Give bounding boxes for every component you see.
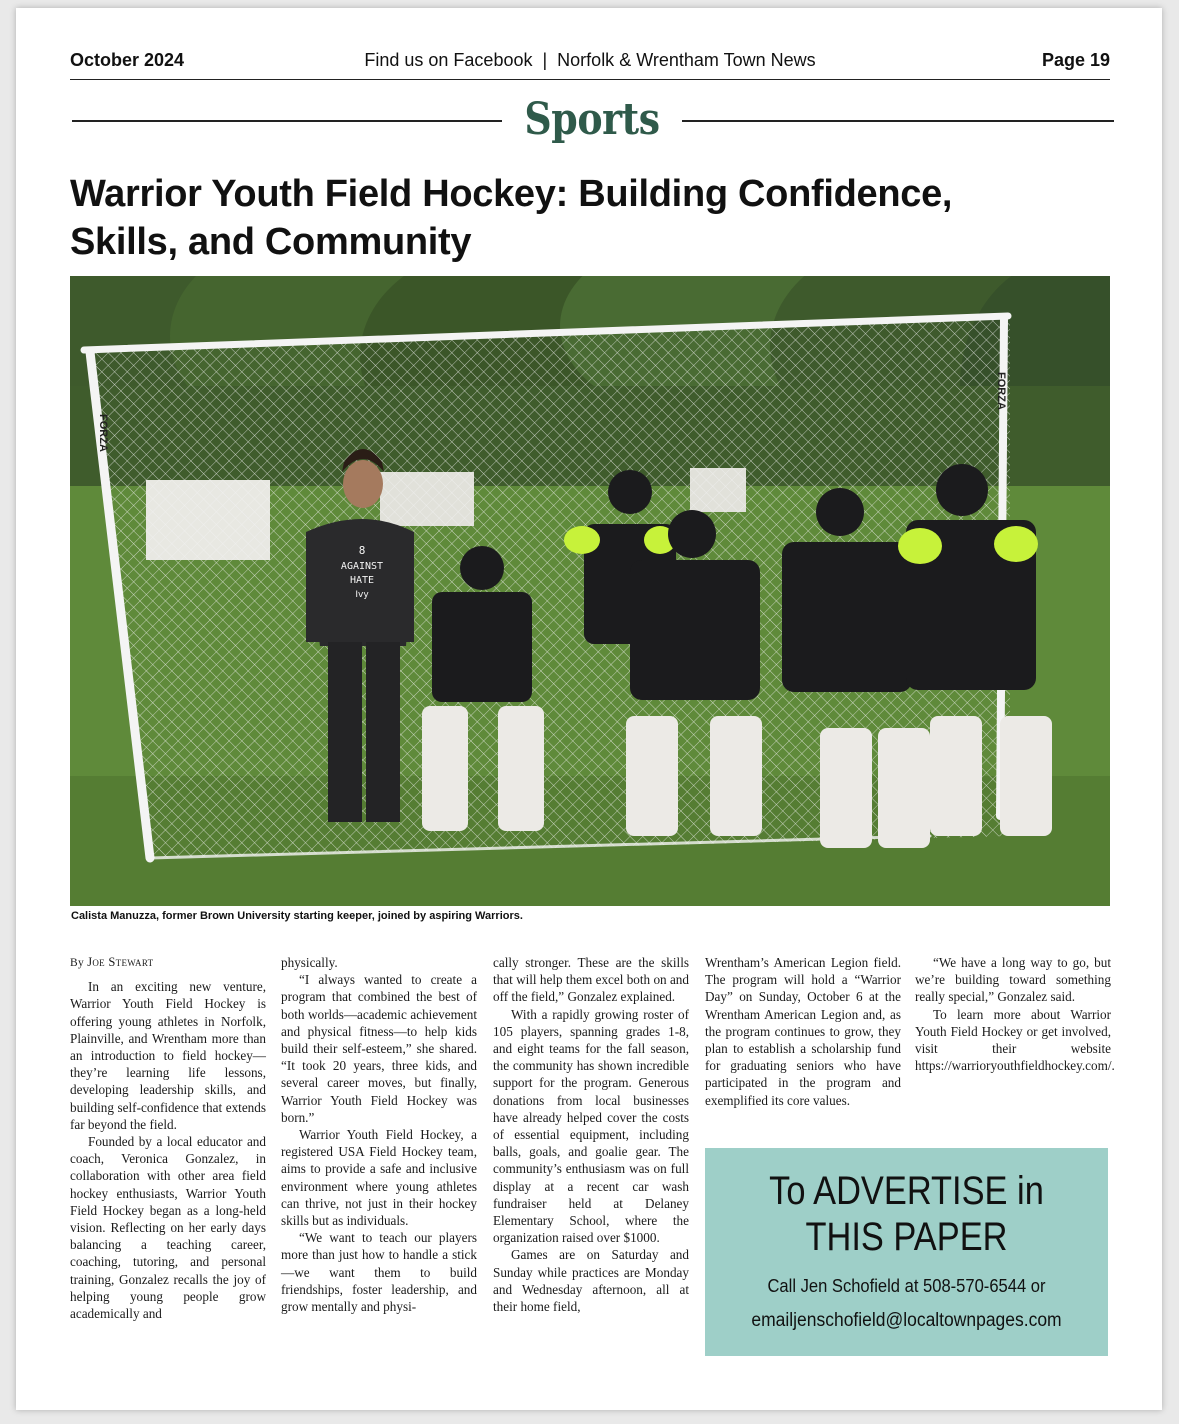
net-brand-right: FORZA bbox=[995, 372, 1007, 410]
article-headline bbox=[70, 170, 1070, 266]
issue-date: October 2024 bbox=[70, 50, 185, 70]
masthead bbox=[70, 42, 1110, 80]
shirt-line-2: AGAINST bbox=[340, 561, 384, 572]
article-photo bbox=[70, 276, 1110, 906]
ad-phone-line: Call Jen Schofield at 508-570-6544 bbox=[767, 1276, 1027, 1296]
paragraph: In an exciting new venture, Warrior Youth Field Hockey is offering young athletes in Norfolk, Plainville, and Wrentham more than an introduction to field hockey—they’re learning life lessons, developing leadership skills, and building self-confidence that extends far beyond the field. bbox=[70, 979, 266, 1132]
headline-line-2: Skills, and Community bbox=[70, 221, 472, 263]
paper-name: Norfolk & Wrentham Town News bbox=[557, 50, 816, 70]
ad-headline-line-1: To ADVERTISE in bbox=[769, 1169, 1044, 1213]
ad-or: or bbox=[1030, 1276, 1046, 1296]
newspaper-page bbox=[16, 8, 1162, 1410]
byline-author: Joe Stewart bbox=[87, 955, 154, 969]
paragraph: Wrentham’s American Legion field. The program will hold a “Warrior Day” on Sunday, October 6 at the Wrentham American Legion and, as the program continues to grow, they plan to establish a scholarship fund for graduating seniors who have participated in the program and exemplified its core values. bbox=[705, 955, 901, 1108]
paragraph: “We have a long way to go, but we’re building toward something really special,” Gonzalez said. bbox=[915, 955, 1111, 1005]
byline-prefix: By bbox=[70, 957, 85, 969]
article-column-1 bbox=[70, 954, 266, 1322]
shirt-line-4: Ivy bbox=[355, 590, 369, 600]
photo-caption: Calista Manuzza, former Brown University starting keeper, joined by aspiring Warriors. bbox=[71, 910, 523, 922]
ad-email[interactable]: emailjenschofield@localtownpages.com bbox=[751, 1310, 1062, 1331]
section-title: Sports bbox=[524, 94, 660, 145]
paragraph: Games are on Saturday and Sunday while practices are Monday and Wednesday afternoon, all at their home field, bbox=[493, 1247, 689, 1315]
section-header bbox=[70, 94, 1114, 156]
advertise-box bbox=[705, 1148, 1108, 1356]
paragraph: “We want to teach our players more than just how to handle a stick—we want them to build friendships, foster leadership, and grow mentally and physi- bbox=[281, 1230, 477, 1315]
page-number: Page 19 bbox=[1041, 50, 1110, 70]
paragraph: Founded by a local educator and coach, Veronica Gonzalez, in collaboration with other area field hockey enthusiasts, Warrior Youth Field Hockey began as a long-held vision. Reflecting on her early days balancing a teaching career, coaching, tutoring, and personal training, Gonzalez recalls the joy of helping young people grow academically and bbox=[70, 1134, 266, 1322]
article-column-2 bbox=[281, 954, 477, 1315]
net-brand-left: FORZA bbox=[97, 414, 109, 452]
team-photo-illustration bbox=[70, 276, 1110, 906]
article-column-3 bbox=[493, 954, 689, 1315]
masthead-center bbox=[70, 50, 1110, 71]
paragraph: Warrior Youth Field Hockey, a registered USA Field Hockey team, aims to provide a safe and inclusive environment where young athletes can thrive, not just in their hockey skills but as individuals. bbox=[281, 1127, 477, 1229]
shirt-line-3: HATE bbox=[349, 575, 375, 586]
byline bbox=[70, 954, 266, 972]
paragraph: With a rapidly growing roster of 105 players, spanning grades 1-8, and eight teams for the fall season, the community has shown incredible support for the program. Generous donations from local businesses have already helped cover the costs of essential equipment, including balls, goals, and goalie gear. The community’s enthusiasm was on full display at a recent car wash fundraiser held at Delaney Elementary School, where the organization raised over $1000. bbox=[493, 1006, 689, 1246]
article-column-4 bbox=[705, 954, 901, 1109]
paragraph: “I always wanted to create a program that combined the best of both worlds—academic achievement and physical fitness—to help kids build their self-esteem,” she shared. “It took 20 years, three kids, and several career moves, but finally, Warrior Youth Field Hockey was born.” bbox=[281, 972, 477, 1125]
ad-headline-line-2: THIS PAPER bbox=[805, 1215, 1008, 1259]
shirt-line-1: 8 bbox=[358, 544, 366, 557]
facebook-link[interactable]: Find us on Facebook bbox=[364, 50, 533, 70]
paragraph: To learn more about Warrior Youth Field Hockey or get involved, visit their website https://warrioryouthfieldhockey.com/. bbox=[915, 1006, 1115, 1074]
ad-headline bbox=[733, 1168, 1080, 1260]
article-column-5 bbox=[915, 954, 1115, 1074]
masthead-separator: | bbox=[542, 50, 548, 70]
paragraph: cally stronger. These are the skills that will help them excel both on and off the field,” Gonzalez explained. bbox=[493, 955, 689, 1005]
ad-contact bbox=[721, 1276, 1092, 1297]
headline-line-1: Warrior Youth Field Hockey: Building Confidence, bbox=[70, 173, 953, 215]
paragraph: physically. bbox=[281, 955, 338, 970]
